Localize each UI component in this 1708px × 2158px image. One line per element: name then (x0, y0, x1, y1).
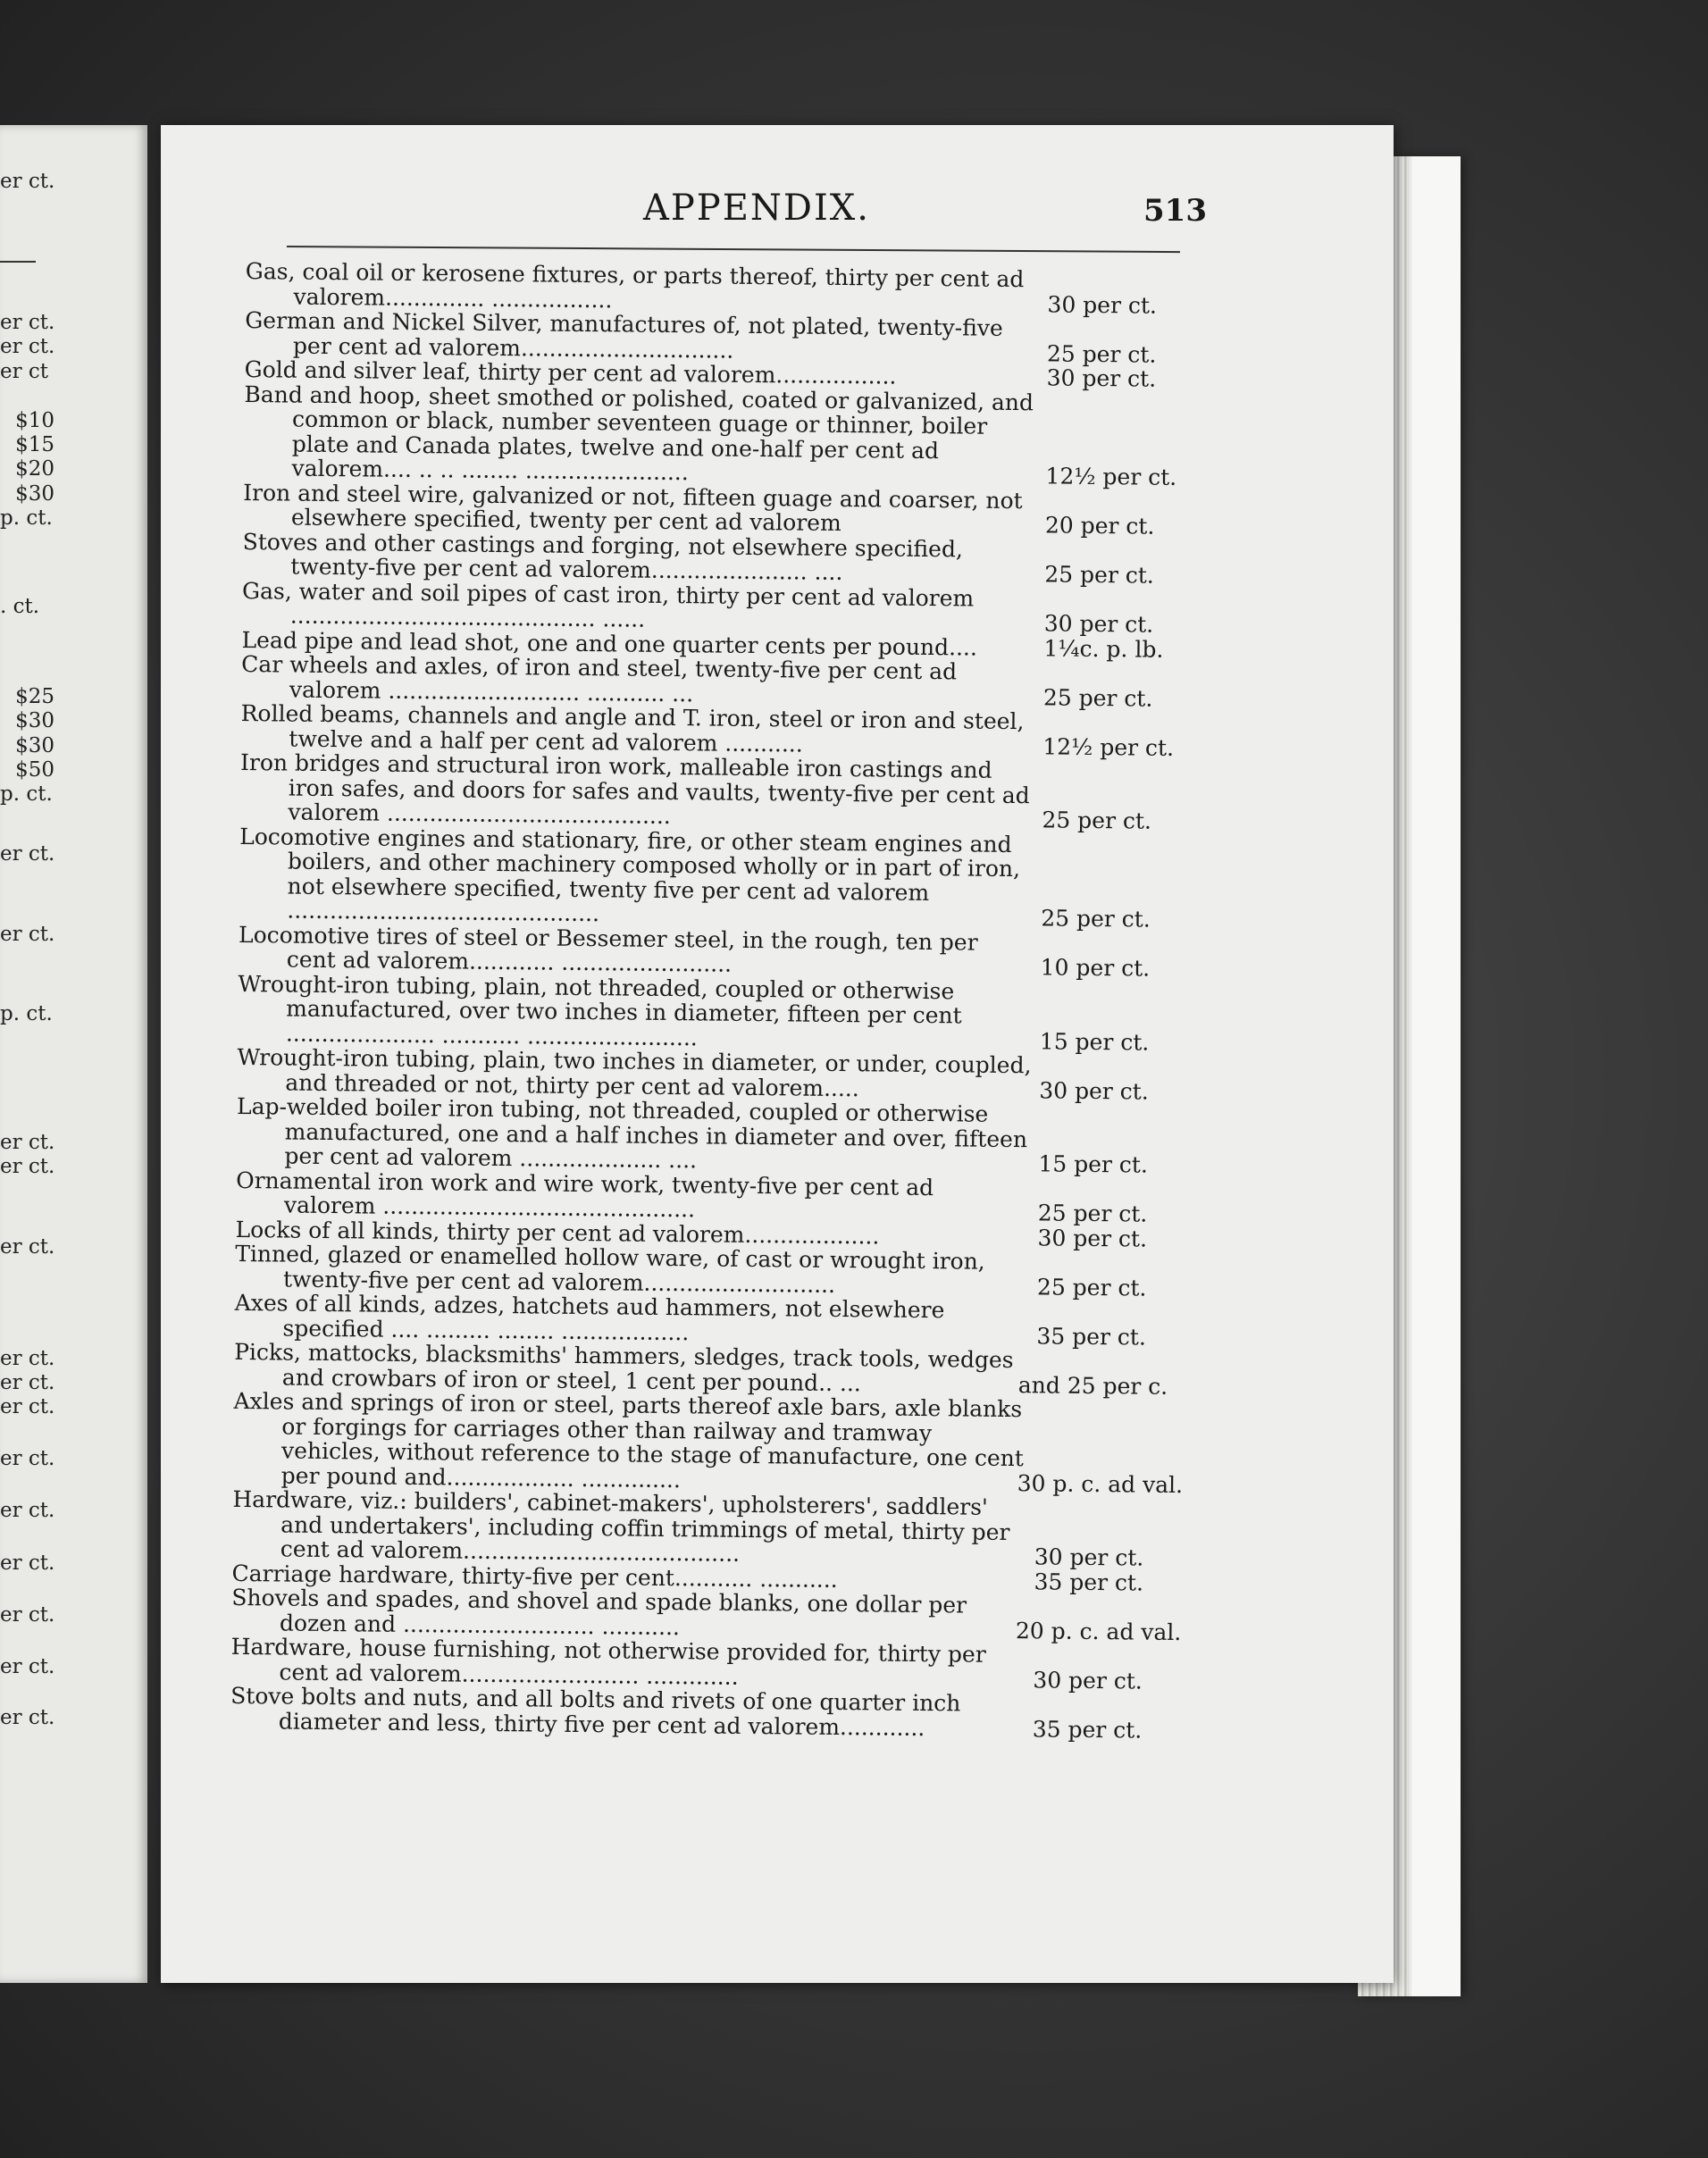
left-page-fragment: $50 (15, 758, 54, 782)
header-rule (287, 246, 1180, 253)
entry-description: Band and hoop, sheet smothed or polished, coated or galvanized, and common or black, number seventeen guage or thinner, boiler plate and Canada plates, twelve and one-half per cent ad valorem.... .. .. ........ ....................... (244, 381, 1034, 486)
left-page-fragment: er ct. (0, 311, 55, 334)
tariff-entry (236, 1094, 1175, 1177)
entry-rate: 15 per ct. (1039, 1027, 1150, 1056)
entry-description: Stove bolts and nuts, and all bolts and rivets of one quarter inch diameter and less, thirty five per cent ad valorem............ (230, 1682, 961, 1741)
left-page-fragment: $15 (15, 433, 54, 456)
left-page-fragment: er ct. (0, 1155, 55, 1178)
entry-description: Lap-welded boiler iron tubing, not threaded, coupled or otherwise manufactured, one and a half inches in diameter and over, fifteen per cent ad valorem .................... .... (236, 1092, 1028, 1174)
entry-description: Rolled beams, channels and angle and T. iron, steel or iron and steel, twelve and a half per cent ad valorem ........... (240, 699, 1025, 757)
page-edge-white (1411, 156, 1461, 1996)
entry-rate: 12½ per ct. (1045, 463, 1177, 490)
left-page-fragment: er ct. (0, 170, 55, 193)
entry-description: Picks, mattocks, blacksmiths' hammers, sledges, track tools, wedges and crowbars of iron or steel, 1 cent per pound.. ... (234, 1338, 1014, 1396)
left-page-fragment: p. ct. (0, 782, 53, 806)
entry-description: Car wheels and axles, of iron and steel, twenty-five per cent ad valorem ........................... ........... ... (241, 650, 958, 707)
left-page-fragment: $25 (15, 685, 54, 708)
appendix-page (161, 125, 1394, 1983)
left-page-fragment: $20 (15, 457, 54, 481)
left-page-fragment: er ct (0, 360, 49, 383)
entry-description: Hardware, house furnishing, not otherwise provided for, thirty per cent ad valorem......................... ............. (230, 1633, 986, 1690)
left-page-fragment: er ct. (0, 1347, 55, 1370)
entry-description: Locks of all kinds, thirty per cent ad valorem................... (235, 1216, 880, 1249)
left-page-rule (0, 261, 36, 263)
entry-rate: 12½ per ct. (1042, 732, 1175, 761)
entry-rate: 30 per ct. (1046, 364, 1157, 392)
tariff-entry (243, 381, 1182, 489)
left-page-fragment: er ct. (0, 1371, 55, 1394)
entry-description: Tinned, glazed or enamelled hollow ware, of cast or wrought iron, twenty-five per cent ad valorem........................... (235, 1240, 985, 1298)
left-page-fragment: $30 (15, 734, 54, 757)
tariff-entry (238, 971, 1176, 1054)
left-page-fragment: er ct. (0, 1131, 55, 1154)
left-page-fragment: $30 (15, 709, 54, 732)
left-page-fragment: $30 (15, 482, 54, 506)
left-page-fragment: er ct. (0, 842, 55, 866)
tariff-entry (239, 824, 1177, 932)
tariff-entry (233, 1387, 1184, 1498)
entry-rate: 35 per ct. (1036, 1322, 1147, 1351)
tariff-entry (239, 750, 1178, 833)
entry-rate: 10 per ct. (1040, 954, 1151, 982)
left-facing-page (0, 125, 147, 1983)
entry-rate: 25 per ct. (1036, 1273, 1147, 1301)
entry-rate: 30 per ct. (1047, 290, 1158, 319)
entry-description: Locomotive tires of steel or Bessemer steel, in the rough, ten per cent ad valorem............ ........................ (238, 921, 978, 977)
entry-description: Iron bridges and structural iron work, malleable iron castings and iron safes, and doors for safes and vaults, twenty-five per cent ad valorem ........................................ (239, 749, 1030, 830)
entry-description: Wrought-iron tubing, plain, not threaded, coupled or otherwise manufactured, over two inches in diameter, fifteen per cent ..................... ........... ........................ (238, 970, 962, 1050)
left-page-fragment: er ct. (0, 923, 55, 946)
page-number: 513 (1143, 193, 1207, 229)
left-page-fragment: er ct. (0, 1395, 55, 1418)
entry-description: Iron and steel wire, galvanized or not, fifteen guage and coarser, not elsewhere specified, twenty per cent ad valorem (243, 479, 1023, 536)
entry-rate: 25 per ct. (1042, 807, 1152, 834)
left-page-fragment: . ct. (0, 595, 40, 618)
entry-rate: 30 per ct. (1033, 1666, 1143, 1694)
left-page-fragment: er ct. (0, 1552, 55, 1575)
entry-rate: 25 per ct. (1041, 905, 1151, 933)
entry-rate: 25 per ct. (1042, 683, 1153, 712)
entry-description: Ornamental iron work and wire work, twenty-five per cent ad valorem ............................................ (236, 1167, 934, 1223)
page-title: APPENDIX. (643, 188, 870, 229)
tariff-entry (232, 1487, 1171, 1570)
left-page-fragment: er ct. (0, 1447, 55, 1470)
entry-description: Gas, coal oil or kerosene fixtures, or parts thereof, thirty per cent ad valorem.............. ................. (245, 258, 1025, 313)
entry-rate: 25 per ct. (1046, 339, 1157, 368)
entry-rate: 30 per ct. (1034, 1543, 1144, 1571)
entry-rate: and 25 per c. (1017, 1371, 1168, 1400)
entry-rate: 35 per ct. (1034, 1568, 1144, 1596)
left-page-fragment: er ct. (0, 1235, 55, 1259)
entry-description: Axes of all kinds, adzes, hatchets aud hammers, not elsewhere specified .... ......... ........ .................. (234, 1289, 945, 1345)
entry-description: German and Nickel Silver, manufactures of, not plated, twenty-five per cent ad valorem.............................. (245, 306, 1003, 364)
left-page-fragment: er ct. (0, 335, 55, 358)
left-page-fragment: er ct. (0, 1499, 55, 1522)
entry-description: Hardware, viz.: builders', cabinet-makers', upholsterers', saddlers' and undertakers', including coffin trimmings of metal, thirty per cent ad valorem....................................... (232, 1485, 1010, 1567)
entry-description: Shovels and spades, and shovel and spade blanks, one dollar per dozen and ........................... ........... (231, 1584, 967, 1640)
entry-rate: 25 per ct. (1044, 561, 1154, 589)
entry-rate: 25 per ct. (1037, 1200, 1148, 1227)
left-page-fragment: $10 (15, 409, 54, 432)
entry-description: Axles and springs of iron or steel, parts thereof axle bars, axle blanks or forgings for carriages other than railway and tramway vehicles, without reference to the stage of manufacture, one cent per pound and.................. .............. (233, 1387, 1025, 1493)
left-page-fragment: p. ct. (0, 506, 53, 530)
tariff-entry (230, 1684, 1169, 1743)
entry-description: Stoves and other castings and forging, not elsewhere specified, twenty-five per cent ad valorem...................... .... (242, 528, 964, 586)
entry-rate: 30 per ct. (1043, 610, 1154, 638)
left-page-fragment: er ct. (0, 1603, 55, 1627)
entry-description: Wrought-iron tubing, plain, two inches in diameter, or under, coupled, and threaded or not, thirty per cent ad valorem..... (237, 1043, 1032, 1101)
entry-description: Carriage hardware, thirty-five per cent........... ........... (231, 1560, 838, 1593)
entry-rate: 30 p. c. ad val. (1017, 1469, 1184, 1498)
entry-description: Lead pipe and lead shot, one and one quarter cents per pound.... (241, 626, 978, 661)
entry-rate: 20 per ct. (1044, 512, 1155, 540)
entry-description: Gas, water and soil pipes of cast iron, thirty per cent ad valorem ........................................... ...... (241, 577, 975, 632)
entry-rate: 30 per ct. (1037, 1224, 1148, 1252)
entry-rate: 15 per ct. (1038, 1150, 1149, 1178)
entry-rate: 35 per ct. (1032, 1715, 1143, 1744)
left-page-fragment: p. ct. (0, 1002, 53, 1025)
left-page-fragment: er ct. (0, 1706, 55, 1729)
entry-rate: 20 p. c. ad val. (1015, 1617, 1182, 1645)
left-page-fragment: er ct. (0, 1655, 55, 1678)
entry-description: Locomotive engines and stationary, fire, or other steam engines and boilers, and other machinery composed wholly or in part of iron, not elsewhere specified, twenty five per cent ad valorem ............................................ (239, 823, 1021, 927)
entry-rate: 30 per ct. (1039, 1076, 1149, 1105)
tariff-list (230, 259, 1184, 1743)
entry-rate: 1¼c. p. lb. (1043, 634, 1164, 663)
entry-description: Gold and silver leaf, thirty per cent ad valorem................. (244, 355, 897, 389)
